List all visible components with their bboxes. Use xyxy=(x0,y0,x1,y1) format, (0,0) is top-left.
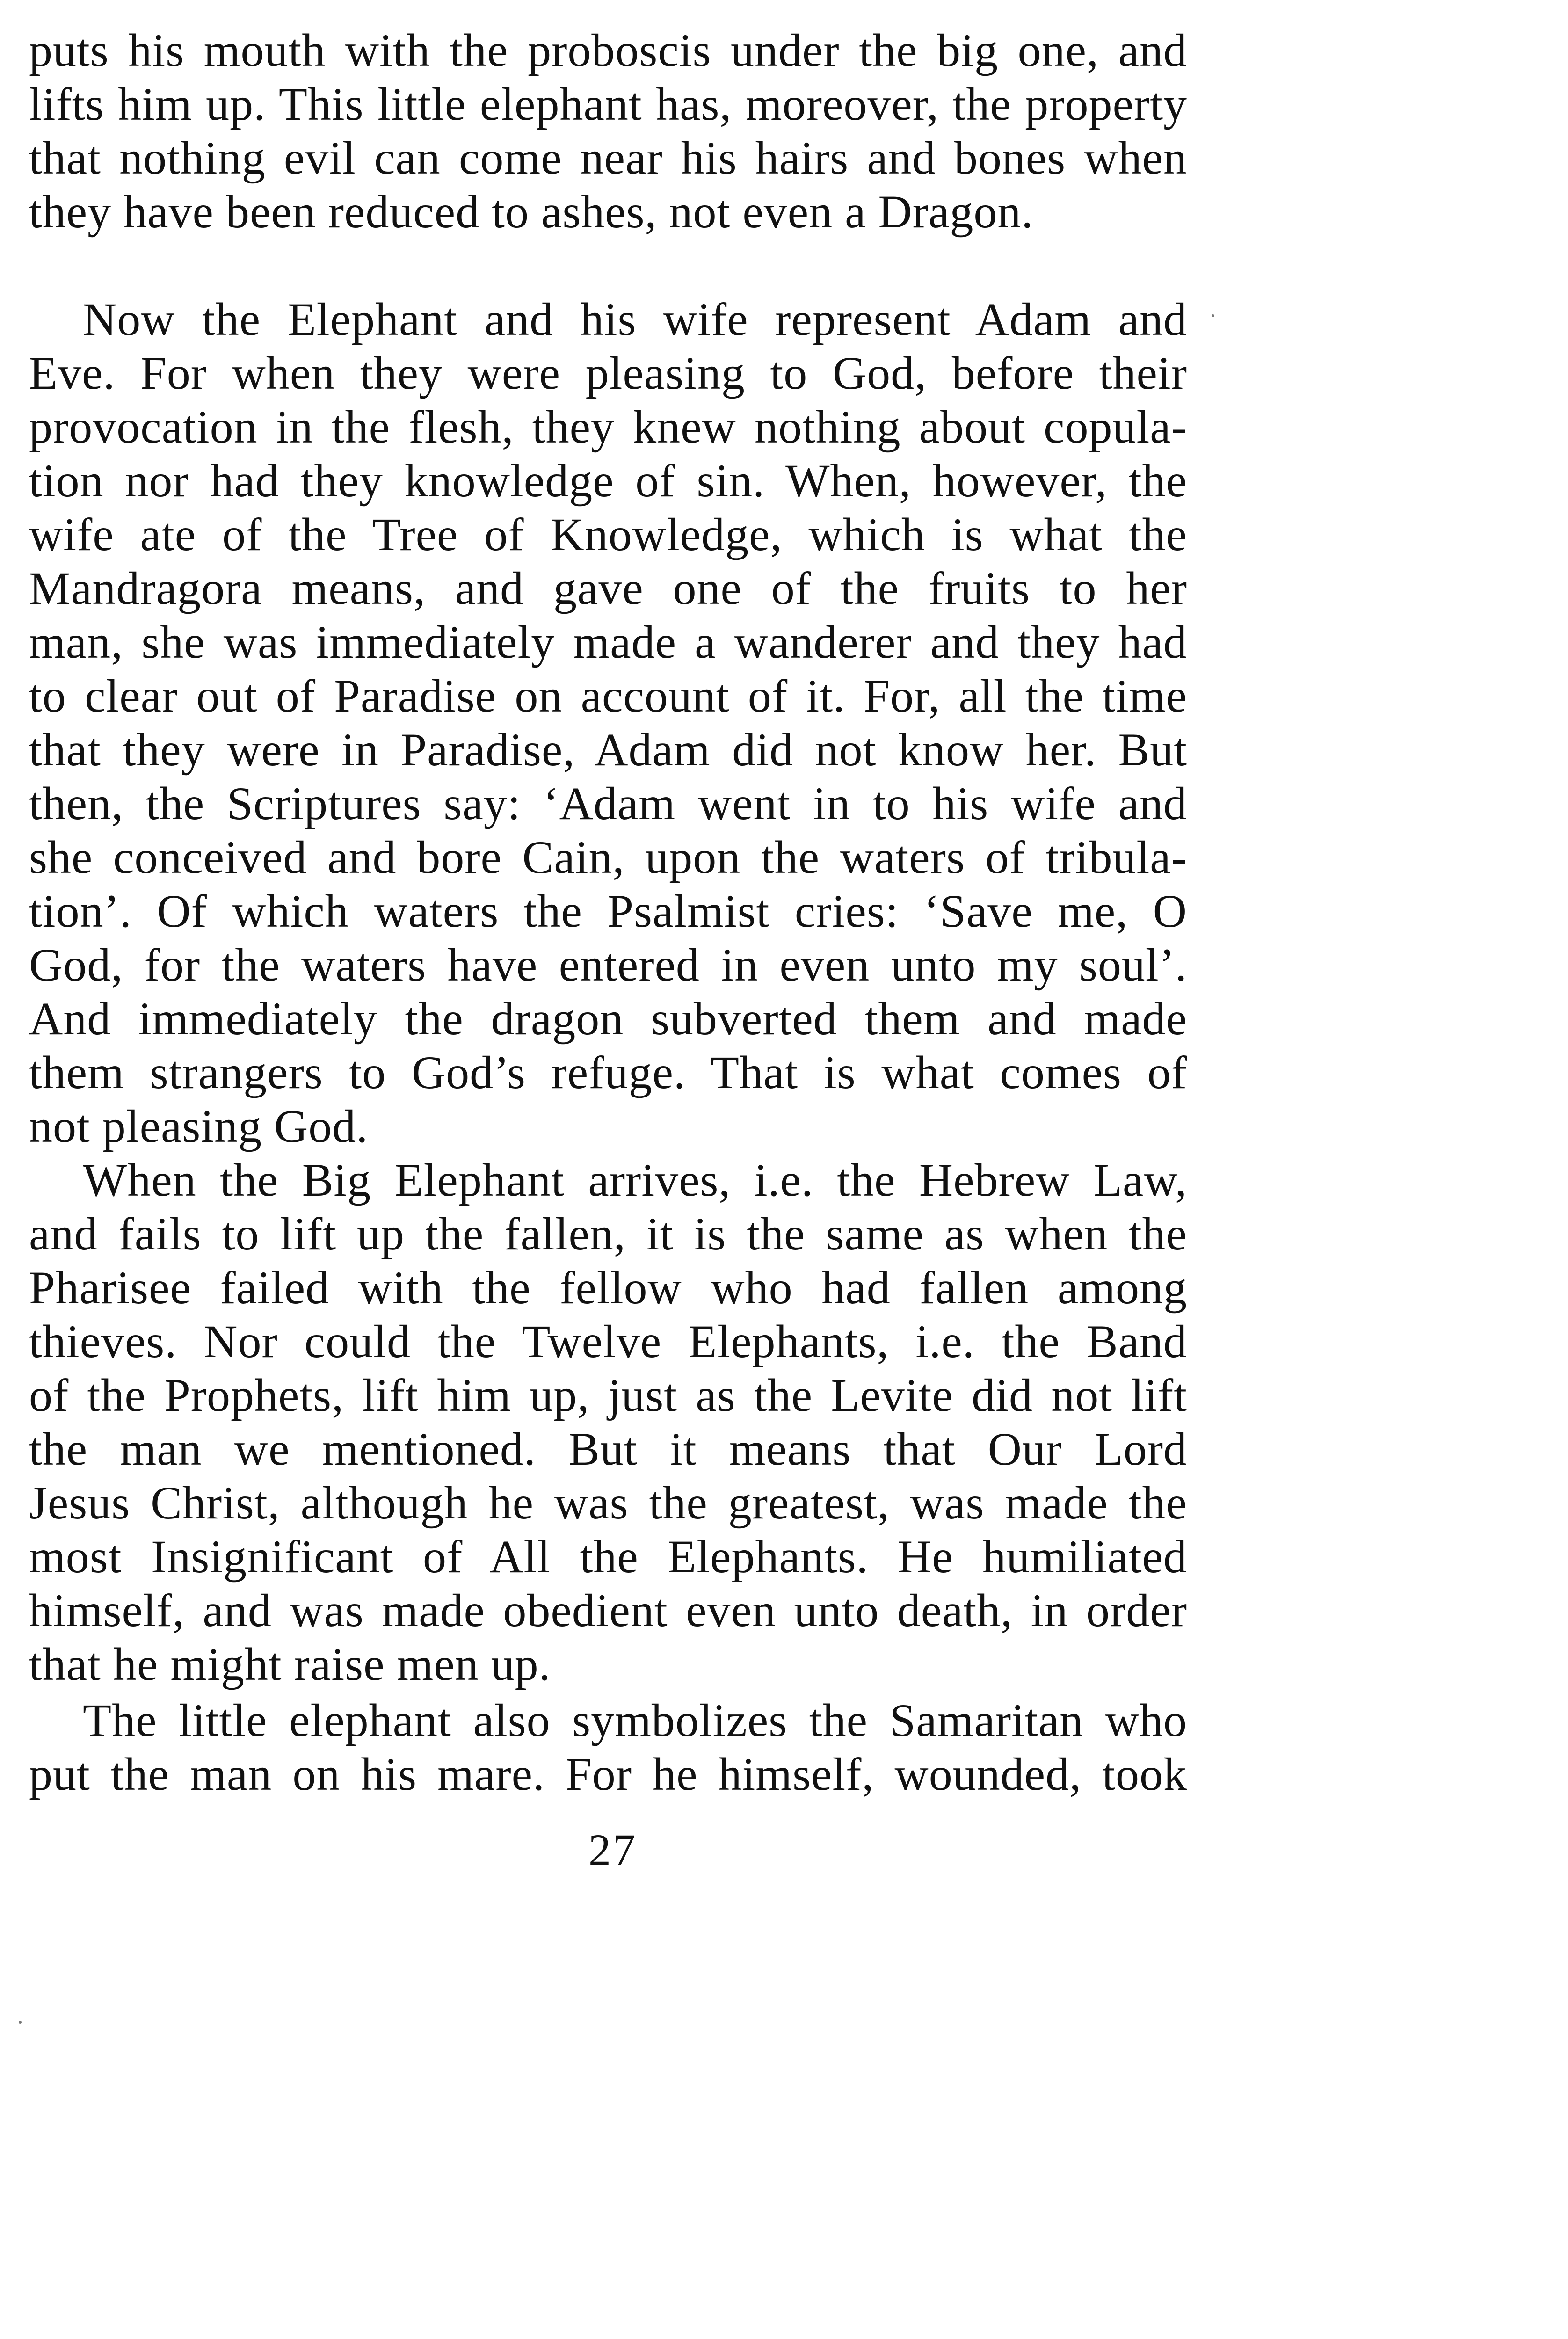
text-line: they have been reduced to ashes, not even a Dragon. xyxy=(29,186,1034,238)
text-line: Pharisee failed with the fellow who had fallen among xyxy=(29,1262,1187,1314)
text-line: then, the Scriptures say: ‘Adam went in to his wife and xyxy=(29,777,1187,829)
text-line: thieves. Nor could the Twelve Elephants, i.e. the Band xyxy=(29,1315,1187,1367)
text-line: Eve. For when they were pleasing to God, before their xyxy=(29,347,1187,399)
text-line: that he might raise men up. xyxy=(29,1638,551,1690)
scan-speck xyxy=(1212,314,1214,317)
text-line: the man we mentioned. But it means that Our Lord xyxy=(29,1423,1187,1475)
text-line: man, she was immediately made a wanderer and they had xyxy=(29,616,1187,668)
text-line: not pleasing God. xyxy=(29,1100,369,1152)
text-line: most Insignificant of All the Elephants. He humiliated xyxy=(29,1531,1187,1583)
text-line: of the Prophets, lift him up, just as the Levite did not lift xyxy=(29,1369,1187,1421)
text-line: that nothing evil can come near his hairs and bones when xyxy=(29,132,1187,184)
paragraph-adam-and-eve xyxy=(29,292,1187,1153)
text-line: God, for the waters have entered in even unto my soul’. xyxy=(29,939,1187,991)
text-line: tion nor had they knowledge of sin. When, however, the xyxy=(29,455,1187,507)
text-line: himself, and was made obedient even unto death, in order xyxy=(29,1584,1187,1636)
page-number: 27 xyxy=(588,1825,637,1875)
paragraph-little-elephant xyxy=(29,1693,1187,1801)
text-line: wife ate of the Tree of Knowledge, which is what the xyxy=(29,508,1187,560)
text-line: provocation in the flesh, they knew nothing about copula- xyxy=(29,401,1187,453)
text-line: Jesus Christ, although he was the greatest, was made the xyxy=(29,1477,1187,1529)
text-line: puts his mouth with the proboscis under the big one, and xyxy=(29,24,1187,76)
text-line: When the Big Elephant arrives, i.e. the Hebrew Law, xyxy=(83,1154,1187,1206)
text-line: Mandragora means, and gave one of the fruits to her xyxy=(29,562,1187,614)
text-line: them strangers to God’s refuge. That is what comes of xyxy=(29,1046,1187,1098)
text-line: lifts him up. This little elephant has, moreover, the property xyxy=(29,78,1187,130)
text-line: And immediately the dragon subverted them and made xyxy=(29,993,1187,1045)
text-line: The little elephant also symbolizes the Samaritan who xyxy=(83,1694,1187,1746)
paragraph-big-elephant xyxy=(29,1153,1187,1691)
text-line: tion’. Of which waters the Psalmist cries: ‘Save me, O xyxy=(29,885,1187,937)
scan-speck xyxy=(19,2021,22,2024)
text-line: that they were in Paradise, Adam did not know her. But xyxy=(29,724,1187,776)
text-line: and fails to lift up the fallen, it is the same as when the xyxy=(29,1208,1187,1260)
paragraph-continuation xyxy=(29,23,1187,239)
text-line: Now the Elephant and his wife represent Adam and xyxy=(83,293,1187,345)
text-line: to clear out of Paradise on account of it. For, all the time xyxy=(29,670,1187,722)
text-line: put the man on his mare. For he himself, wounded, took xyxy=(29,1748,1187,1800)
text-line: she conceived and bore Cain, upon the waters of tribula- xyxy=(29,831,1187,883)
